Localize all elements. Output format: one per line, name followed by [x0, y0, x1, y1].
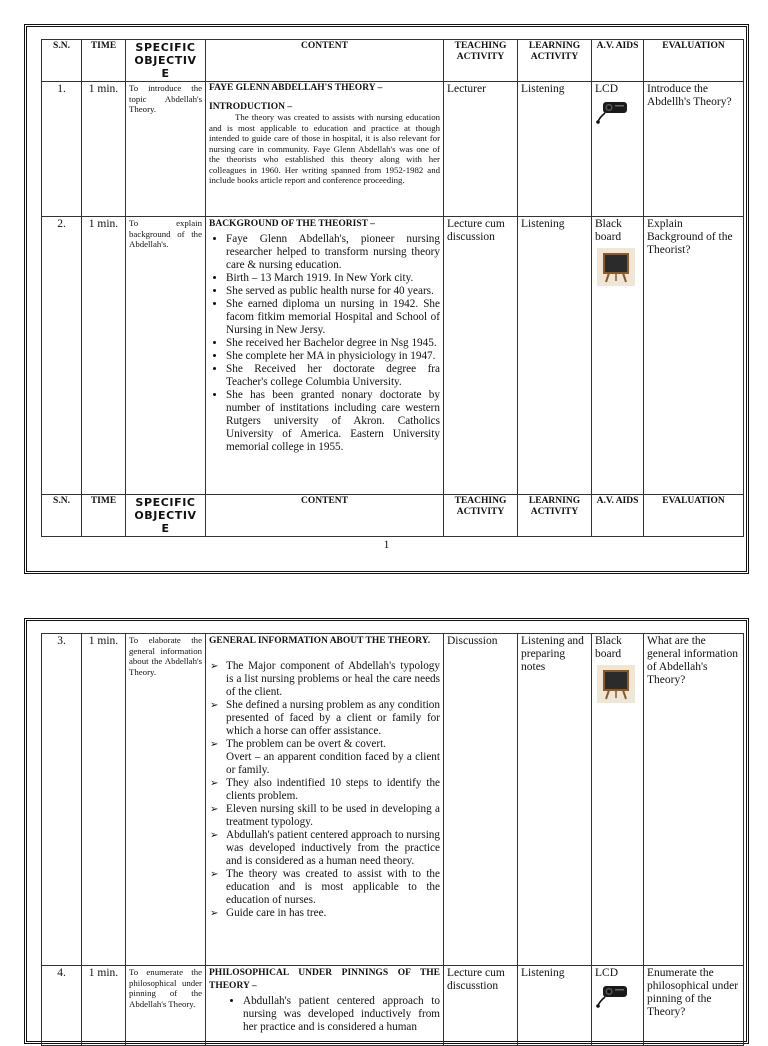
row-aids [592, 82, 644, 217]
content-title: PHILOSOPHICAL UNDER PINNINGS OF THE THEORY – [209, 968, 440, 991]
header-content: CONTENT [206, 40, 444, 82]
list-item: ➢ The Major component of Abdellah's typology is a list nursing problems or heal the care needs of the client. [226, 660, 440, 699]
row-teaching: Lecture cum discusstion [444, 966, 518, 1046]
header-time: TIME [82, 40, 126, 82]
list-item: ➢ She defined a nursing problem as any condition presented of faced by a client or family for which a horse can offer assistance. [226, 699, 440, 738]
list-item: • She received her Bachelor degree in Nsg 1945. [226, 337, 440, 350]
list-item: • Abdullah's patient centered approach to nursing was developed inductively from her practice and is considered a human [243, 995, 440, 1034]
header-teaching: TEACHING ACTIVITY [444, 495, 518, 537]
header-aids: A.V. AIDS [592, 495, 644, 537]
aids-label: LCD [595, 83, 618, 95]
row-sn: 2. [42, 217, 82, 495]
aids-label: Black board [595, 218, 622, 243]
content-bullets [209, 660, 440, 920]
row-evaluation: Enumerate the philosophical under pinning of the Theory? [644, 966, 744, 1046]
list-item: ➢ The theory was created to assist with to the education and is most applicable to the education of nurses. [226, 868, 440, 907]
row-sn: 4. [42, 966, 82, 1046]
row-time: 1 min. [82, 82, 126, 217]
projector-icon [595, 982, 631, 1008]
blackboard-icon [597, 248, 635, 286]
list-item: • She served as public health nurse for 40 years. [226, 285, 440, 298]
list-item: ➢ Abdullah's patient centered approach to nursing was developed inductively from the practice and is considered as a human need theory. [226, 829, 440, 868]
list-item: • Birth – 13 March 1919. In New York city. [226, 272, 440, 285]
page-number: 1 [383, 539, 390, 551]
header-time: TIME [82, 495, 126, 537]
row-teaching: Lecturer [444, 82, 518, 217]
row-aids [592, 634, 644, 966]
header-objective: SPECIFIC OBJECTIV E [126, 40, 206, 82]
table-row [42, 966, 744, 1046]
row-evaluation: Introduce the Abdellh's Theory? [644, 82, 744, 217]
list-item: • She earned diploma un nursing in 1942. She facom fitkim memorial Hospital and School of Nursing in New Jersy. [226, 298, 440, 337]
table-footer-header-row [42, 495, 744, 537]
header-sn: S.N. [42, 40, 82, 82]
row-evaluation: What are the general information of Abdellah's Theory? [644, 634, 744, 966]
content-paragraph: The theory was created to assists with nursing education and is most applicable to education and practice at though intended to guide care of those in hospital, it is also relevant for nursing care in community. Faye Glenn Abdellah's was one of the theorists who established this theory along with her colleagues in 1960. Her writing spanned from 1952-1982 and include books article report and conference proceeding. [209, 112, 440, 185]
row-objective: To enumerate the philosophical under pinning of the Abdellah's Theory. [126, 966, 206, 1046]
row-learning: Listening [518, 82, 592, 217]
header-teaching: TEACHING ACTIVITY [444, 40, 518, 82]
header-learning: LEARNING ACTIVITY [518, 495, 592, 537]
projector-icon [595, 98, 631, 124]
table-header-row [42, 40, 744, 82]
list-item: • She Received her doctorate degree fra Teacher's college Columbia University. [226, 363, 440, 389]
row-teaching: Lecture cum discussion [444, 217, 518, 495]
document-page-2 [24, 618, 749, 1044]
list-item-text: The problem can be overt & covert. [226, 738, 386, 750]
header-learning: LEARNING ACTIVITY [518, 40, 592, 82]
row-learning: Listening [518, 217, 592, 495]
row-sn: 3. [42, 634, 82, 966]
header-evaluation: EVALUATION [644, 495, 744, 537]
header-sn: S.N. [42, 495, 82, 537]
aids-label: LCD [595, 967, 618, 979]
row-content [206, 82, 444, 217]
row-time: 1 min. [82, 634, 126, 966]
content-bullets [209, 995, 440, 1034]
document-page-1 [24, 24, 749, 574]
header-aids: A.V. AIDS [592, 40, 644, 82]
row-teaching: Discussion [444, 634, 518, 966]
table-row [42, 217, 744, 495]
content-subtitle: INTRODUCTION – [209, 101, 293, 112]
row-sn: 1. [42, 82, 82, 217]
header-objective: SPECIFIC OBJECTIV E [126, 495, 206, 537]
row-content [206, 634, 444, 966]
list-item: ➢ They also indentified 10 steps to identify the clients problem. [226, 777, 440, 803]
row-evaluation: Explain Background of the Theorist? [644, 217, 744, 495]
row-objective: To explain background of the Abdellah's. [126, 217, 206, 495]
list-item: • She complete her MA in physiciology in 1947. [226, 350, 440, 363]
content-title: FAYE GLENN ABDELLAH'S THEORY – [209, 83, 383, 93]
list-item [226, 738, 440, 777]
row-aids [592, 966, 644, 1046]
row-content [206, 217, 444, 495]
aids-label: Black board [595, 635, 622, 660]
header-evaluation: EVALUATION [644, 40, 744, 82]
lesson-plan-table [41, 633, 744, 1046]
lesson-plan-table [41, 39, 744, 537]
header-content: CONTENT [206, 495, 444, 537]
row-aids [592, 217, 644, 495]
list-item: • Faye Glenn Abdellah's, pioneer nursing researcher helped to transform nursing theory care & nursing education. [226, 233, 440, 272]
table-row [42, 634, 744, 966]
row-learning: Listening and preparing notes [518, 634, 592, 966]
row-content [206, 966, 444, 1046]
table-row [42, 82, 744, 217]
content-bullets [209, 233, 440, 454]
row-objective: To elaborate the general information about the Abdellah's Theory. [126, 634, 206, 966]
row-objective: To introduce the topic Abdellah's Theory. [126, 82, 206, 217]
row-time: 1 min. [82, 217, 126, 495]
list-item: • She has been granted nonary doctorate by number of institations including care western Rutgers university of Akron. Catholics University of America. Eastern University memorial college in 1955. [226, 389, 440, 454]
overt-note: Overt – an apparent condition faced by a client or family. [226, 751, 440, 776]
content-title: GENERAL INFORMATION ABOUT THE THEORY. [209, 636, 431, 646]
blackboard-icon [597, 665, 635, 703]
list-item: ➢ Eleven nursing skill to be used in developing a treatment typology. [226, 803, 440, 829]
content-title: BACKGROUND OF THE THEORIST – [209, 219, 375, 229]
row-learning: Listening [518, 966, 592, 1046]
row-time: 1 min. [82, 966, 126, 1046]
list-item: ➢ Guide care in has tree. [226, 907, 440, 920]
